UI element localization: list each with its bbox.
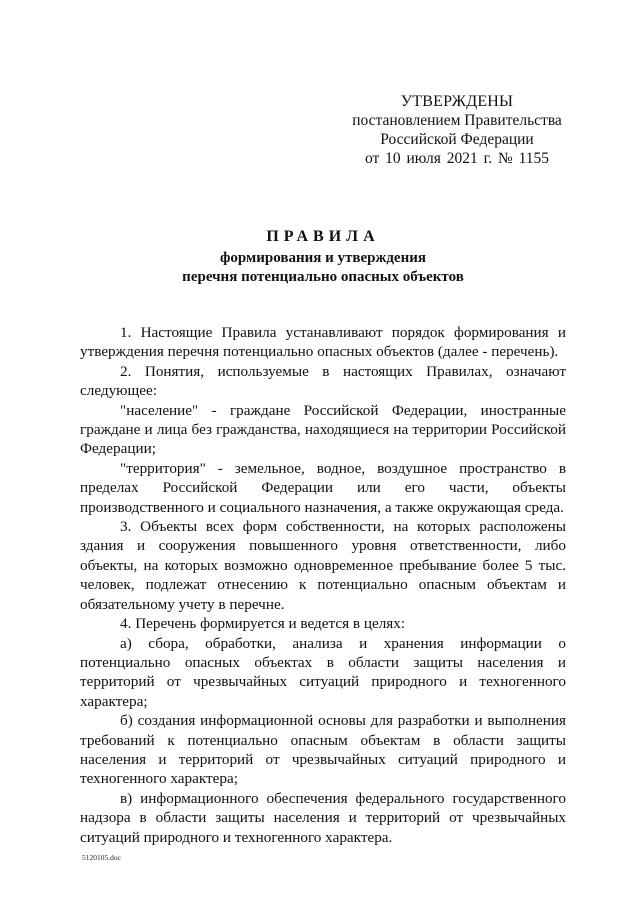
- definition-population: "население" - граждане Российской Федерации, иностранные граждане и лица без гражданства, находящиеся на территории Российской Федерации;: [80, 401, 566, 458]
- paragraph-3: 3. Объекты всех форм собственности, на которых расположены здания и сооружения повышенного уровня ответственности, либо объекты, на которых возможно одновременное пребывание более 5 тыс. человек, подлежат отнесению к потенциально опасным объектам и обязательному учету в перечне.: [80, 518, 566, 613]
- clause-b: б) создания информационной основы для разработки и выполнения требований к потенциально опасным объектам в области защиты населения и территорий от чрезвычайных ситуаций природного и техногенного характера;: [80, 712, 566, 788]
- paragraph-2: 2. Понятия, используемые в настоящих Правилах, означают следующее:: [80, 362, 566, 400]
- definition-territory: "территория" - земельное, водное, воздушное пространство в пределах Российской Федерации или его части, объекты производственного и социального назначения, а также окружающая среда.: [80, 459, 566, 516]
- approval-line-1: постановлением Правительства: [352, 112, 562, 129]
- approval-title: УТВЕРЖДЕНЫ: [400, 93, 514, 110]
- document-body: [80, 323, 566, 847]
- file-name-footer: 5120105.doc: [82, 853, 121, 862]
- clause-a: а) сбора, обработки, анализа и хранения информации о потенциально опасных объектах в области защиты населения и территорий от чрезвычайных ситуаций природного и техногенного характера;: [80, 634, 566, 710]
- approval-block: [352, 92, 562, 168]
- document-title: ПРАВИЛА: [266, 228, 380, 245]
- approval-date-line: от 10 июля 2021 г. № 1155: [364, 150, 550, 167]
- subtitle-line-2: перечня потенциально опасных объектов: [182, 269, 464, 285]
- clause-c: в) информационного обеспечения федерального государственного надзора в области защиты населения и территорий от чрезвычайных ситуаций природного и техногенного характера.: [80, 789, 566, 846]
- approval-line-2: Российской Федерации: [380, 131, 534, 148]
- paragraph-1: 1. Настоящие Правила устанавливают порядок формирования и утверждения перечня потенциально опасных объектов (далее - перечень).: [80, 324, 566, 361]
- paragraph-4: 4. Перечень формируется и ведется в целях:: [120, 615, 406, 633]
- document-subtitle: [80, 249, 566, 287]
- subtitle-line-1: формирования и утверждения: [220, 250, 426, 266]
